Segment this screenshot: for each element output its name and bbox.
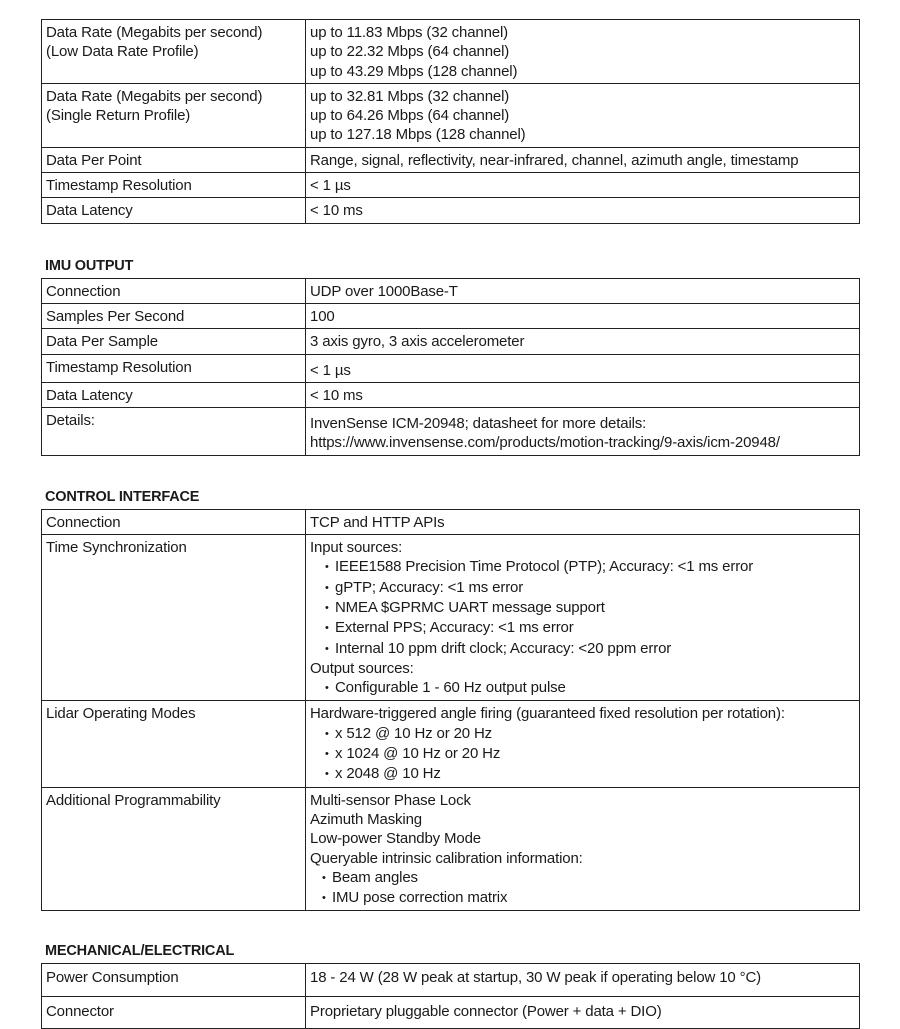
row-value: UDP over 1000Base-T <box>306 278 860 303</box>
row-label: Timestamp Resolution <box>42 354 306 382</box>
section-title-control-interface: CONTROL INTERFACE <box>45 488 200 505</box>
row-value <box>306 408 860 456</box>
bullet-item: • IEEE1588 Precision Time Protocol (PTP); Accuracy: <1 ms error <box>310 557 855 577</box>
row-label: Additional Programmability <box>42 787 306 911</box>
table-row <box>42 83 860 147</box>
bullet-item: • Beam angles <box>310 868 855 888</box>
value-line: Low-power Standby Mode <box>310 830 481 848</box>
row-value <box>306 701 860 787</box>
value-line: Multi-sensor Phase Lock <box>310 791 471 809</box>
bullet-item: • IMU pose correction matrix <box>310 888 855 908</box>
bullet-item: • NMEA $GPRMC UART message support <box>310 598 855 618</box>
bullet-item: • External PPS; Accuracy: <1 ms error <box>310 618 855 638</box>
bullet-item: • x 512 @ 10 Hz or 20 Hz <box>310 724 855 744</box>
row-value: 100 <box>306 303 860 328</box>
row-value <box>306 83 860 147</box>
table-row <box>42 147 860 172</box>
row-label: Lidar Operating Modes <box>42 701 306 787</box>
row-label: Connector <box>42 996 306 1028</box>
row-value <box>306 535 860 701</box>
row-label: Data Per Point <box>42 147 306 172</box>
label-line: Data Rate (Megabits per second) <box>46 87 263 105</box>
table-row <box>42 198 860 223</box>
operating-modes-heading: Hardware-triggered angle firing (guaranteed fixed resolution per rotation): <box>310 705 785 723</box>
table-row <box>42 329 860 354</box>
section-title-imu-output: IMU OUTPUT <box>45 257 134 274</box>
table-row <box>42 535 860 701</box>
imu-output-table <box>41 278 860 456</box>
row-label: Samples Per Second <box>42 303 306 328</box>
row-label: Data Latency <box>42 198 306 223</box>
value-line: Queryable intrinsic calibration information: <box>310 849 583 867</box>
row-value: < 1 µs <box>306 354 860 382</box>
row-label: Connection <box>42 509 306 534</box>
lidar-data-output-table <box>41 19 860 224</box>
label-line: (Low Data Rate Profile) <box>46 43 199 61</box>
label-line: (Single Return Profile) <box>46 107 191 125</box>
section-title-mechanical-electrical: MECHANICAL/ELECTRICAL <box>45 943 235 960</box>
bullet-item: • x 1024 @ 10 Hz or 20 Hz <box>310 744 855 764</box>
table-row <box>42 509 860 534</box>
table-row <box>42 303 860 328</box>
table-row <box>42 787 860 911</box>
row-label: Details: <box>42 408 306 456</box>
spec-sheet <box>41 19 860 1029</box>
table-row <box>42 701 860 787</box>
row-label <box>42 83 306 147</box>
bullet-item: • x 2048 @ 10 Hz <box>310 764 855 784</box>
row-value: < 10 ms <box>306 382 860 407</box>
table-row <box>42 382 860 407</box>
table-row <box>42 354 860 382</box>
row-value <box>306 20 860 84</box>
table-row <box>42 173 860 198</box>
row-label: Connection <box>42 278 306 303</box>
bullet-item: • Internal 10 ppm drift clock; Accuracy: <20 ppm error <box>310 639 855 659</box>
table-row <box>42 964 860 996</box>
mechanical-electrical-table <box>41 963 860 1029</box>
value-line: InvenSense ICM-20948; datasheet for more details: <box>310 415 647 433</box>
row-value: 18 - 24 W (28 W peak at startup, 30 W peak if operating below 10 °C) <box>306 964 860 996</box>
label-line: Data Rate (Megabits per second) <box>46 24 263 41</box>
row-label <box>42 20 306 84</box>
row-label: Timestamp Resolution <box>42 173 306 198</box>
imu-datasheet-link[interactable]: https://www.invensense.com/products/motion-tracking/9-axis/icm-20948/ <box>310 434 780 452</box>
row-label: Time Synchronization <box>42 535 306 701</box>
row-value: TCP and HTTP APIs <box>306 509 860 534</box>
table-row <box>42 278 860 303</box>
value-line: up to 64.26 Mbps (64 channel) <box>310 107 510 125</box>
row-value <box>306 787 860 911</box>
row-value: < 1 µs <box>306 173 860 198</box>
value-line: up to 127.18 Mbps (128 channel) <box>310 126 526 144</box>
value-line: up to 32.81 Mbps (32 channel) <box>310 87 510 105</box>
input-sources-heading: Input sources: <box>310 539 403 557</box>
row-value: Range, signal, reflectivity, near-infrared, channel, azimuth angle, timestamp <box>306 147 860 172</box>
row-label: Power Consumption <box>42 964 306 996</box>
output-sources-heading: Output sources: <box>310 659 414 677</box>
table-row <box>42 408 860 456</box>
row-label: Data Per Sample <box>42 329 306 354</box>
value-line: up to 11.83 Mbps (32 channel) <box>310 24 509 41</box>
row-value: < 10 ms <box>306 198 860 223</box>
row-label: Data Latency <box>42 382 306 407</box>
bullet-item: • gPTP; Accuracy: <1 ms error <box>310 578 855 598</box>
table-row <box>42 20 860 84</box>
control-interface-table <box>41 509 860 912</box>
value-line: Azimuth Masking <box>310 810 422 828</box>
row-value: 3 axis gyro, 3 axis accelerometer <box>306 329 860 354</box>
bullet-item: • Configurable 1 - 60 Hz output pulse <box>310 678 855 698</box>
value-line: up to 43.29 Mbps (128 channel) <box>310 62 518 80</box>
row-value: Proprietary pluggable connector (Power + data + DIO) <box>306 996 860 1028</box>
table-row <box>42 996 860 1028</box>
value-line: up to 22.32 Mbps (64 channel) <box>310 43 510 61</box>
